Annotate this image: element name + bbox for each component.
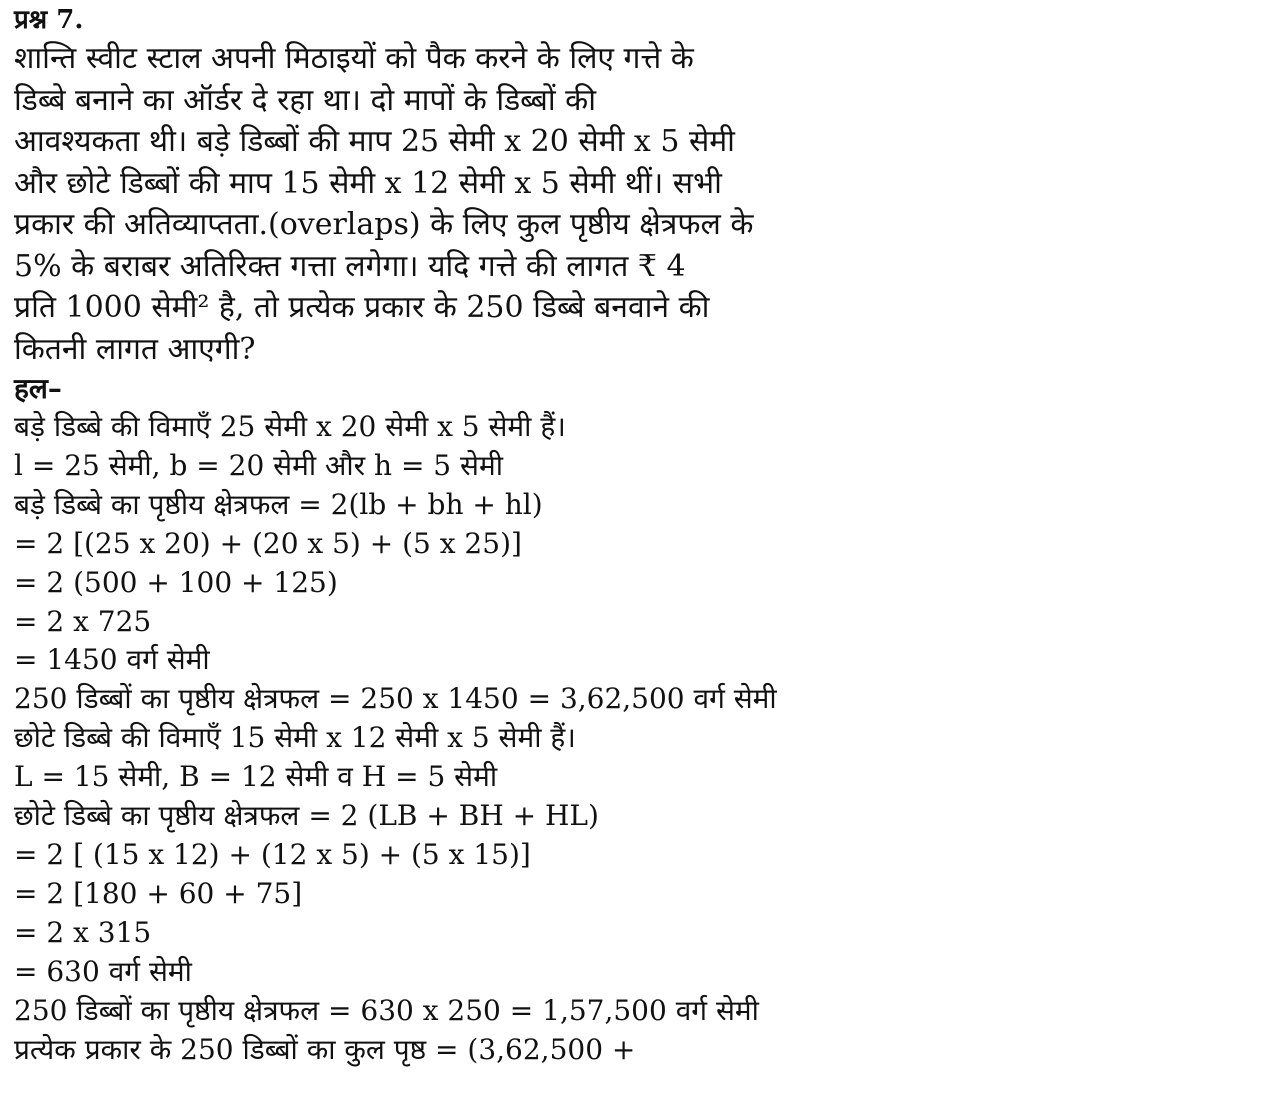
solution-line: = 630 वर्ग सेमी (14, 954, 192, 988)
question-line: और छोटे डिब्बों की माप 15 सेमी x 12 सेमी x 5 सेमी थीं। सभी (14, 165, 722, 201)
solution-line: = 1450 वर्ग सेमी (14, 643, 210, 677)
solution-line: l = 25 सेमी, b = 20 सेमी और h = 5 सेमी (14, 448, 503, 482)
solution-line: = 2 (500 + 100 + 125) (14, 565, 338, 599)
question-line: 5% के बराबर अतिरिक्त गत्ता लगेगा। यदि गत्ते की लागत ₹ 4 (14, 248, 686, 284)
question-text (14, 38, 1264, 370)
solution-line: = 2 x 315 (14, 915, 152, 949)
solution-line: = 2 [ (15 x 12) + (12 x 5) + (5 x 15)] (14, 837, 531, 871)
solution-heading: हल– (14, 372, 62, 405)
question-line: प्रति 1000 सेमी² है, तो प्रत्येक प्रकार के 250 डिब्बे बनवाने की (14, 290, 710, 325)
solution-line: प्रत्येक प्रकार के 250 डिब्बों का कुल पृष्ठ = (3,62,500 + (14, 1032, 636, 1066)
question-title: प्रश्न 7. (14, 5, 84, 35)
document-page (14, 2, 1264, 1069)
question-line: शान्ति स्वीट स्टाल अपनी मिठाइयों को पैक करने के लिए गत्ते के (14, 41, 694, 76)
solution-line: बड़े डिब्बे की विमाएँ 25 सेमी x 20 सेमी x 5 सेमी हैं। (14, 410, 566, 443)
solution-line: = 2 [180 + 60 + 75] (14, 876, 303, 910)
solution-line: छोटे डिब्बे की विमाएँ 15 सेमी x 12 सेमी x 5 सेमी हैं। (14, 721, 576, 755)
solution-line: छोटे डिब्बे का पृष्ठीय क्षेत्रफल = 2 (LB + BH + HL) (14, 799, 599, 833)
question-line: प्रकार की अतिव्याप्तता.(overlaps) के लिए कुल पृष्ठीय क्षेत्रफल के (14, 207, 754, 242)
solution-line: 250 डिब्बों का पृष्ठीय क्षेत्रफल = 630 x 250 = 1,57,500 वर्ग सेमी (14, 993, 759, 1027)
solution-line: = 2 [(25 x 20) + (20 x 5) + (5 x 25)] (14, 526, 522, 560)
solution-line: बड़े डिब्बे का पृष्ठीय क्षेत्रफल = 2(lb + bh + hl) (14, 487, 543, 521)
solution-line: = 2 x 725 (14, 604, 152, 638)
solution-line: 250 डिब्बों का पृष्ठीय क्षेत्रफल = 250 x 1450 = 3,62,500 वर्ग सेमी (14, 682, 777, 716)
solution-text (14, 408, 1264, 1069)
question-line: डिब्बे बनाने का ऑर्डर दे रहा था। दो मापों के डिब्बों की (14, 82, 596, 118)
question-line: कितनी लागत आएगी? (14, 331, 256, 367)
question-line: आवश्यकता थी। बड़े डिब्बों की माप 25 सेमी x 20 सेमी x 5 सेमी (14, 124, 735, 159)
solution-line: L = 15 सेमी, B = 12 सेमी व H = 5 सेमी (14, 760, 498, 794)
